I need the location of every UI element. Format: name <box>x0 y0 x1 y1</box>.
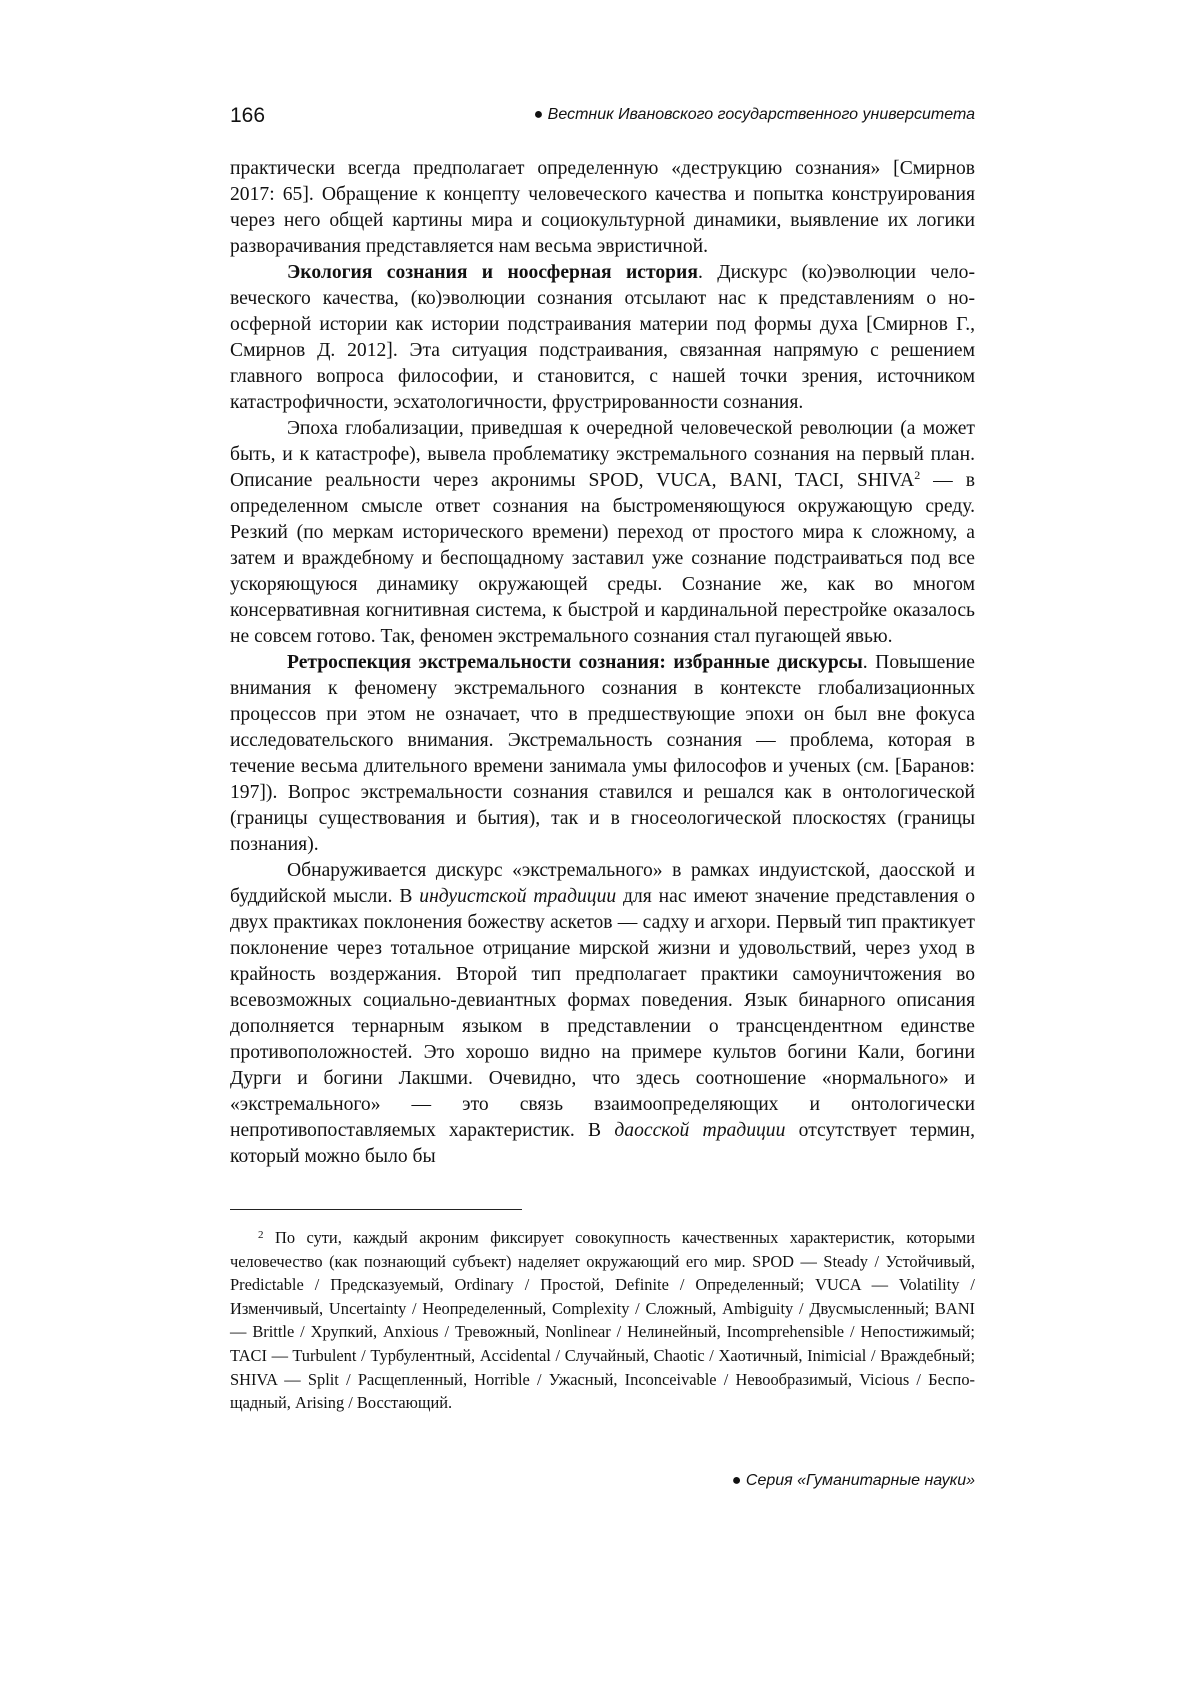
paragraph-4 <box>230 650 975 858</box>
paragraph-3 <box>230 416 975 650</box>
paragraph-text: отсутствует термин, который можно было бы <box>230 1120 976 1167</box>
paragraph-text: . Дискурс (ко)эволюции человеческого качества, (ко)эволюции сознания отсылают нас к представлениям о ноосферной истории как истории подстраивания материи под формы духа [Смирнов Г., Смирнов Д. 2012]. Эта ситуация подстраивания, связанная напрямую с решением главного вопроса философии, и становится, с нашей точки зрения, источником катастрофичности, эсхатологичности, фрустрированности сознания. <box>230 262 976 413</box>
paragraph-text: Обнаруживается дискурс «экстремального» в рамках индуистской, даосской и буддийской мысли. В <box>230 860 975 907</box>
article-body <box>230 156 975 1170</box>
italic-term: индуистской традиции <box>419 886 617 907</box>
footnote-number: 2 <box>258 1229 264 1241</box>
paragraph-text: практически всегда предполагает определенную «деструкцию сознания» [Смирнов 2017: 65]. Обращение к концепту человеческого качества и попытка конструирования через него общей картины мира и социокультурной динамики, выявление их логики разворачивания представляется нам весьма эвристичной. <box>230 158 975 257</box>
section-heading: Ретроспекция экстремальности сознания: избранные дискурсы <box>287 652 863 673</box>
footnote-reference[interactable]: 2 <box>914 468 921 482</box>
paragraph-text: — в определенном смысле ответ сознания на быстроменяющуюся окружающую среду. Резкий (по меркам исторического времени) переход от простого мира к сложному, а затем и враждебному и беспощадному заставил уже сознание подстраиваться под все ускоряющуюся динамику окружающей среды. Сознание же, как во многом консервативная когнитивная система, к быстрой и кардинальной перестройке оказалось не совсем готово. Так, феномен экстремального сознания стал пугающей явью. <box>230 470 975 647</box>
paragraph-1 <box>230 156 975 260</box>
section-heading: Экология сознания и ноосферная история <box>287 262 698 283</box>
footnote-text: По сути, каждый акроним фиксирует совокупность качественных характеристик, которыми человечество (как познающий субъект) наделяет окружающий его мир. SPOD — Steady / Устойчивый, Predictable / Предсказуемый, Ordinary / Простой, Definite / Определенный; VUCA — Volatility / Изменчивый, Uncertainty / Неопределенный, Complexity / Сложный, Ambiguity / Двусмысленный; BANI — Brittle / Хрупкий, Anxious / Тревожный, Nonlinear / Нелинейный, Incomprehensible / Непостижимый; TACI — Turbulent / Турбулентный, Accidental / Случайный, Chaotic / Хаотичный, Inimicial / Враждебный; SHIVA — Split / Расщепленный, Horrible / Ужасный, Inconceivable / Невообразимый, Vicious / Беспощадный, Arising / Восстающий. <box>230 1228 975 1413</box>
running-head <box>230 104 975 132</box>
page-number: 166 <box>230 104 266 127</box>
paragraph-text: . Повышение внимания к феномену экстремального сознания в контексте глобализационных процессов при этом не означает, что в предшествующие эпохи он был вне фокуса исследовательского внимания. Экстремальность сознания — проблема, которая в течение весьма длительного времени занимала умы философов и ученых (см. [Баранов: 197]). Вопрос экстремальности сознания ставился и решался как в онтологической (границы существования и бытия), так и в гносеологической плоскостях (границы познания). <box>230 652 975 855</box>
footnote-divider <box>230 1209 522 1210</box>
paragraph-5 <box>230 858 975 1170</box>
paragraph-text: для нас имеют значение представления о двух практиках поклонения божеству аскетов — садху и агхори. Первый тип практикует поклонение через тотальное отрицание мирской жизни и удовольствий, через уход в крайность воздержания. Второй тип предполагает практики самоуничтожения во всевозможных социально-девиантных формах поведения. Язык бинарного описания дополняется тернарным языком в представлении о трансцендентном единстве противоположностей. Это хорошо видно на примере культов богини Кали, богини Дурги и богини Лакшми. Очевидно, что здесь соотношение «нормального» и «экстремального» — это связь взаимоопределяющих и онтологически непротивопоставляемых характеристик. В <box>230 886 975 1141</box>
paragraph-text: Эпоха глобализации, приведшая к очередной человеческой революции (а может быть, и к катастрофе), вывела проблематику экстремального сознания на первый план. Описание реальности через акронимы SPOD, VUCA, BANI, TACI, SHIVA <box>230 418 975 491</box>
footnote <box>230 1226 975 1415</box>
series-footer: ● Серия «Гуманитарные науки» <box>731 1472 975 1489</box>
paragraph-2 <box>230 260 975 416</box>
journal-title: ● Вестник Ивановского государственного университета <box>533 106 975 123</box>
italic-term: даосской традиции <box>614 1120 786 1141</box>
